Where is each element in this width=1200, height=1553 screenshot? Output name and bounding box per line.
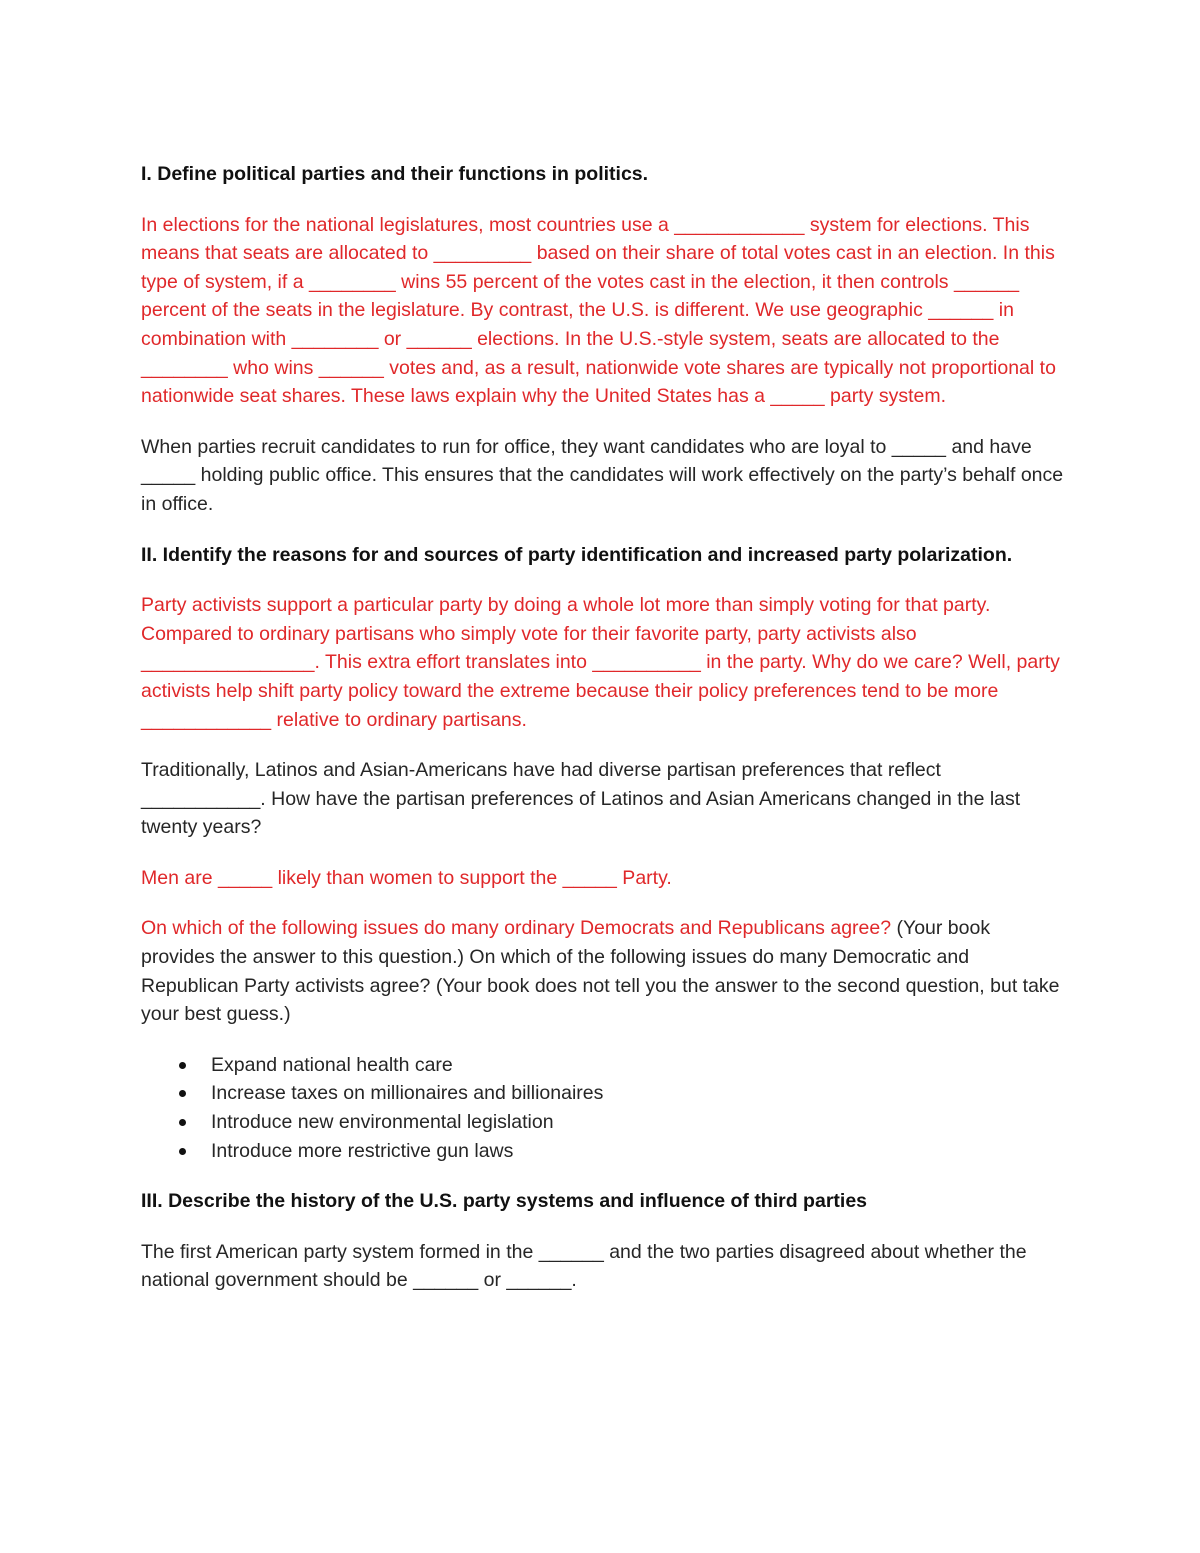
- list-item: [141, 1079, 1066, 1108]
- issues-question-black: (Your book provides the answer to this question.) On which of the following issues do many Democratic and Republican Party activists agree? (Your book does not tell you the answer to the second question, but take your best guess.): [141, 917, 1060, 1026]
- candidate-recruitment-paragraph: When parties recruit candidates to run for office, they want candidates who are loyal to _____ and have _____ holding public office. This ensures that the candidates will work effectively on the party’s behalf once in office.: [141, 435, 1064, 515]
- document-page: [141, 160, 1066, 1295]
- list-item: [141, 1108, 1066, 1137]
- issues-question-paragraph: [141, 914, 1066, 1028]
- bullet-icon: [179, 1119, 186, 1126]
- list-item-label: Expand national health care: [211, 1053, 453, 1076]
- list-item-label: Increase taxes on millionaires and billionaires: [211, 1082, 604, 1105]
- list-item-label: Introduce new environmental legislation: [211, 1111, 554, 1134]
- issues-question-red: On which of the following issues do many ordinary Democrats and Republicans agree?: [141, 917, 892, 940]
- bullet-icon: [179, 1062, 186, 1069]
- list-item: [141, 1051, 1066, 1080]
- latinos-asian-americans-paragraph: Traditionally, Latinos and Asian-Americans have had diverse partisan preferences that reflect ___________. How have the partisan preferences of Latinos and Asian Americans changed in the last twenty years?: [141, 759, 1021, 839]
- section-2-heading: II. Identify the reasons for and sources of party identification and increased party polarization.: [141, 543, 1013, 566]
- bullet-icon: [179, 1090, 186, 1097]
- list-item: [141, 1137, 1066, 1166]
- list-item-label: Introduce more restrictive gun laws: [211, 1139, 514, 1162]
- gender-gap-paragraph: Men are _____ likely than women to support the _____ Party.: [141, 866, 672, 889]
- party-activists-paragraph: Party activists support a particular party by doing a whole lot more than simply voting for that party. Compared to ordinary partisans who simply vote for their favorite party, party activists also ________________. This extra effort translates into __________ in the party. Why do we care? Well, party activists help shift party policy toward the extreme because their policy preferences tend to be more ____________ relative to ordinary partisans.: [141, 594, 1060, 731]
- bullet-icon: [179, 1148, 186, 1155]
- section-3-heading: III. Describe the history of the U.S. party systems and influence of third parties: [141, 1190, 868, 1213]
- first-party-system-paragraph: The first American party system formed in the ______ and the two parties disagreed about whether the national government should be ______ or ______.: [141, 1240, 1027, 1292]
- section-1-heading: I. Define political parties and their functions in politics.: [141, 163, 649, 185]
- electoral-systems-paragraph: In elections for the national legislatures, most countries use a ____________ system for elections. This means that seats are allocated to _________ based on their share of total votes cast in an election. In this type of system, if a ________ wins 55 percent of the votes cast in the election, it then controls ______ percent of the seats in the legislature. By contrast, the U.S. is different. We use geographic ______ in combination with ________ or ______ elections. In the U.S.-style system, seats are allocated to the ________ who wins ______ votes and, as a result, nationwide vote shares are typically not proportional to nationwide seat shares. These laws explain why the United States has a _____ party system.: [141, 213, 1056, 408]
- issues-list: [141, 1051, 1066, 1165]
